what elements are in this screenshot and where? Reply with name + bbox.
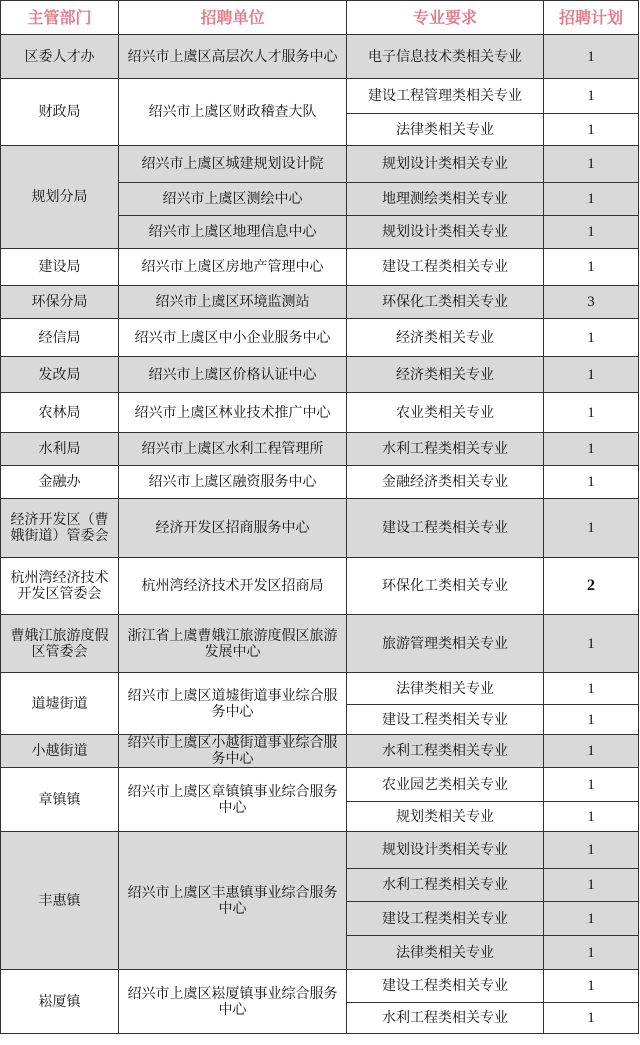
major-cell: 地理测绘类相关专业 <box>347 183 544 216</box>
unit-cell: 绍兴市上虞区中小企业服务中心 <box>119 319 347 357</box>
plan-cell: 1 <box>544 183 639 216</box>
unit-cell: 绍兴市上虞区崧厦镇事业综合服务中心 <box>119 970 347 1034</box>
department-cell: 道墟街道 <box>1 673 119 735</box>
table-row <box>1 319 639 357</box>
major-cell: 规划设计类相关专业 <box>347 832 544 869</box>
unit-cell: 绍兴市上虞区融资服务中心 <box>119 466 347 499</box>
header-plan: 招聘计划 <box>544 1 639 35</box>
plan-cell: 1 <box>544 832 639 869</box>
table-row <box>1 466 639 499</box>
department-cell: 杭州湾经济技术开发区管委会 <box>1 558 119 615</box>
major-cell: 环保化工类相关专业 <box>347 558 544 615</box>
major-cell: 建设工程类相关专业 <box>347 902 544 936</box>
major-cell: 建设工程类相关专业 <box>347 705 544 735</box>
major-cell: 经济类相关专业 <box>347 319 544 357</box>
unit-cell: 浙江省上虞曹娥江旅游度假区旅游发展中心 <box>119 615 347 673</box>
unit-cell: 绍兴市上虞区测绘中心 <box>119 183 347 216</box>
plan-cell: 3 <box>544 286 639 319</box>
major-cell: 经济类相关专业 <box>347 357 544 393</box>
plan-cell: 1 <box>544 216 639 249</box>
plan-cell: 1 <box>544 970 639 1003</box>
plan-cell: 1 <box>544 936 639 970</box>
major-cell: 规划类相关专业 <box>347 802 544 832</box>
department-cell: 建设局 <box>1 249 119 286</box>
plan-cell: 2 <box>544 558 639 615</box>
plan-cell: 1 <box>544 146 639 183</box>
plan-cell: 1 <box>544 1003 639 1034</box>
header-department: 主管部门 <box>1 1 119 35</box>
plan-cell: 1 <box>544 673 639 705</box>
plan-cell: 1 <box>544 902 639 936</box>
table-row <box>1 832 639 869</box>
unit-cell: 绍兴市上虞区章镇镇事业综合服务中心 <box>119 768 347 832</box>
department-cell: 区委人才办 <box>1 35 119 79</box>
plan-cell: 1 <box>544 319 639 357</box>
department-cell: 财政局 <box>1 79 119 146</box>
major-cell: 金融经济类相关专业 <box>347 466 544 499</box>
department-cell: 水利局 <box>1 433 119 466</box>
major-cell: 建设工程管理类相关专业 <box>347 79 544 114</box>
table-row <box>1 393 639 433</box>
table-row <box>1 970 639 1003</box>
table-row <box>1 146 639 183</box>
unit-cell: 绍兴市上虞区地理信息中心 <box>119 216 347 249</box>
unit-cell: 绍兴市上虞区林业技术推广中心 <box>119 393 347 433</box>
plan-cell: 1 <box>544 735 639 768</box>
table-row <box>1 357 639 393</box>
major-cell: 水利工程类相关专业 <box>347 869 544 902</box>
unit-cell: 绍兴市上虞区丰惠镇事业综合服务中心 <box>119 832 347 970</box>
unit-cell: 绍兴市上虞区城建规划设计院 <box>119 146 347 183</box>
major-cell: 农业类相关专业 <box>347 393 544 433</box>
major-cell: 旅游管理类相关专业 <box>347 615 544 673</box>
table-row <box>1 499 639 558</box>
major-cell: 建设工程类相关专业 <box>347 499 544 558</box>
plan-cell: 1 <box>544 79 639 114</box>
department-cell: 规划分局 <box>1 146 119 249</box>
department-cell: 经济开发区（曹娥街道）管委会 <box>1 499 119 558</box>
unit-cell: 绍兴市上虞区财政稽查大队 <box>119 79 347 146</box>
unit-cell: 绍兴市上虞区高层次人才服务中心 <box>119 35 347 79</box>
department-cell: 经信局 <box>1 319 119 357</box>
major-cell: 水利工程类相关专业 <box>347 433 544 466</box>
plan-cell: 1 <box>544 393 639 433</box>
table-row <box>1 35 639 79</box>
department-cell: 金融办 <box>1 466 119 499</box>
plan-cell: 1 <box>544 357 639 393</box>
major-cell: 水利工程类相关专业 <box>347 735 544 768</box>
major-cell: 建设工程类相关专业 <box>347 970 544 1003</box>
table-row <box>1 615 639 673</box>
department-cell: 发改局 <box>1 357 119 393</box>
plan-cell: 1 <box>544 615 639 673</box>
major-cell: 建设工程类相关专业 <box>347 249 544 286</box>
table-row <box>1 286 639 319</box>
table-row <box>1 768 639 802</box>
major-cell: 法律类相关专业 <box>347 936 544 970</box>
unit-cell: 杭州湾经济技术开发区招商局 <box>119 558 347 615</box>
department-cell: 环保分局 <box>1 286 119 319</box>
department-cell: 崧厦镇 <box>1 970 119 1034</box>
plan-cell: 1 <box>544 869 639 902</box>
table-row <box>1 79 639 114</box>
major-cell: 水利工程类相关专业 <box>347 1003 544 1034</box>
table-row <box>1 249 639 286</box>
table-row <box>1 433 639 466</box>
plan-cell: 1 <box>544 35 639 79</box>
table-row <box>1 735 639 768</box>
department-cell: 丰惠镇 <box>1 832 119 970</box>
unit-cell: 绍兴市上虞区环境监测站 <box>119 286 347 319</box>
unit-cell: 经济开发区招商服务中心 <box>119 499 347 558</box>
department-cell: 小越街道 <box>1 735 119 768</box>
plan-cell: 1 <box>544 499 639 558</box>
major-cell: 农业园艺类相关专业 <box>347 768 544 802</box>
plan-cell: 1 <box>544 466 639 499</box>
major-cell: 环保化工类相关专业 <box>347 286 544 319</box>
table-row <box>1 558 639 615</box>
major-cell: 电子信息技术类相关专业 <box>347 35 544 79</box>
plan-cell: 1 <box>544 705 639 735</box>
table-row <box>1 673 639 705</box>
department-cell: 章镇镇 <box>1 768 119 832</box>
unit-cell: 绍兴市上虞区小越街道事业综合服务中心 <box>119 735 347 768</box>
unit-cell: 绍兴市上虞区道墟街道事业综合服务中心 <box>119 673 347 735</box>
table-body <box>1 35 639 1034</box>
plan-cell: 1 <box>544 114 639 146</box>
major-cell: 规划设计类相关专业 <box>347 216 544 249</box>
plan-cell: 1 <box>544 249 639 286</box>
plan-cell: 1 <box>544 768 639 802</box>
plan-cell: 1 <box>544 802 639 832</box>
header-row <box>1 1 639 35</box>
department-cell: 农林局 <box>1 393 119 433</box>
major-cell: 法律类相关专业 <box>347 114 544 146</box>
department-cell: 曹娥江旅游度假区管委会 <box>1 615 119 673</box>
unit-cell: 绍兴市上虞区水利工程管理所 <box>119 433 347 466</box>
plan-cell: 1 <box>544 433 639 466</box>
major-cell: 法律类相关专业 <box>347 673 544 705</box>
major-cell: 规划设计类相关专业 <box>347 146 544 183</box>
unit-cell: 绍兴市上虞区房地产管理中心 <box>119 249 347 286</box>
header-major: 专业要求 <box>347 1 544 35</box>
unit-cell: 绍兴市上虞区价格认证中心 <box>119 357 347 393</box>
header-unit: 招聘单位 <box>119 1 347 35</box>
